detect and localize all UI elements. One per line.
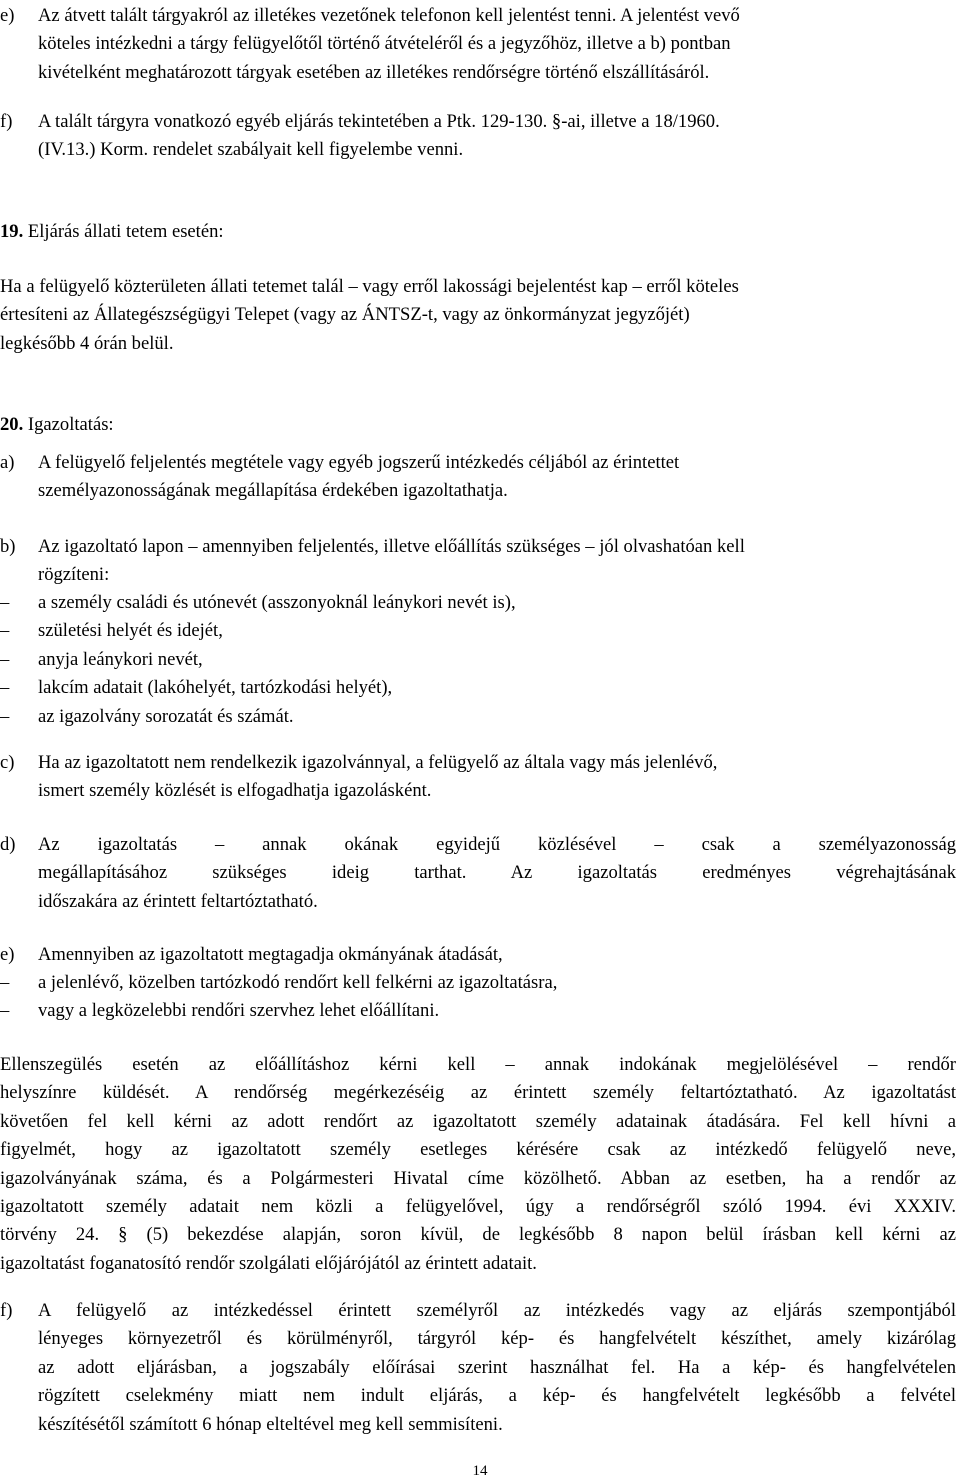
section-20-heading bbox=[0, 411, 956, 439]
text-line: figyelmét, hogy az igazoltatott személy esetleges kérésére csak az intézkedő felügyelő neve, bbox=[0, 1139, 956, 1161]
item-label: f) bbox=[0, 111, 13, 132]
text-line: köteles intézkedni a tárgy felügyelőtől történő átvételéről és a jegyzőhöz, illetve a b) pontban bbox=[38, 33, 731, 55]
page-number: 14 bbox=[472, 1463, 488, 1479]
item-label: a) bbox=[0, 452, 15, 473]
text-line: lényeges környezetről és körülményről, tárgyról kép- és hangfelvételt készíthet, amely kizárólag bbox=[38, 1328, 956, 1350]
list-item: – vagy a legközelebbi rendőri szervhez lehet előállítani. bbox=[0, 997, 956, 1025]
text-line: A felügyelő az intézkedéssel érintett személyről az intézkedés vagy az eljárás szempontjából bbox=[38, 1300, 956, 1321]
text-line: az adott eljárásban, a jogszabály előírásai szerint használhat fel. Ha a kép- és hangfelvételen bbox=[38, 1356, 956, 1378]
text-line: megállapításához szükséges ideig tarthat. Az igazoltatás eredményes végrehajtásának bbox=[38, 862, 956, 884]
text-line: igazolványának száma, és a Polgármesteri Hivatal címe közölhető. Abban az esetben, ha a rendőr az bbox=[0, 1167, 956, 1189]
text-line: igazoltatást foganatosító rendőr szolgálati előjárójától az érintett adatait. bbox=[0, 1252, 537, 1274]
text-line: A talált tárgyra vonatkozó egyéb eljárás tekintetében a Ptk. 129-130. §-ai, illetve a 18/1960. bbox=[38, 111, 720, 132]
paragraph-f-ptk bbox=[0, 108, 956, 165]
text-line: Az igazoltató lapon – amennyiben feljelentés, illetve előállítás szükséges – jól olvashatóan kell bbox=[38, 536, 745, 557]
text-line: helyszínre küldését. A rendőrség megérkezéséig az érintett személy feltartóztatható. Az igazoltatást bbox=[0, 1082, 956, 1104]
text-line: időszakára az érintett feltartóztatható. bbox=[38, 890, 318, 912]
dash-bullet: – bbox=[0, 648, 10, 670]
paragraph-20-a bbox=[0, 449, 956, 506]
text-line: Amennyiben az igazoltatott megtagadja okmányának átadását, bbox=[38, 944, 503, 965]
text-line: törvény 24. § (5) bekezdése alapján, soron kívül, de legkésőbb 8 napon belül írásban kell kérni az bbox=[0, 1224, 956, 1246]
text-line: értesíteni az Állategészségügyi Telepet (vagy az ÁNTSZ-t, vagy az önkormányzat jegyzőjét) bbox=[0, 304, 690, 326]
text-line: készítésétől számított 6 hónap elteltével meg kell semmisíteni. bbox=[38, 1413, 503, 1435]
section-number: 20. bbox=[0, 414, 24, 435]
text-line: (IV.13.) Korm. rendelet szabályait kell figyelembe venni. bbox=[38, 139, 464, 161]
text-line: rögzíteni: bbox=[38, 564, 110, 586]
item-label: c) bbox=[0, 752, 15, 773]
text-line: kivételként meghatározott tárgyak esetében az illetékes rendőrségre történő elszállításáról. bbox=[38, 61, 710, 83]
item-label: f) bbox=[0, 1300, 13, 1321]
paragraph-20-d bbox=[0, 831, 956, 916]
section-title: Eljárás állati tetem esetén: bbox=[27, 221, 224, 242]
list-item: – a jelenlévő, közelben tartózkodó rendőrt kell felkérni az igazoltatásra, bbox=[0, 969, 956, 997]
list-item: – lakcím adatait (lakóhelyét, tartózkodási helyét), bbox=[0, 674, 956, 702]
section-number: 19. bbox=[0, 221, 24, 242]
paragraph-20-c bbox=[0, 749, 956, 806]
text-line: Az átvett talált tárgyakról az illetékes vezetőnek telefonon kell jelentést tenni. A jelentést vevő bbox=[38, 5, 740, 26]
text-line: ismert személy közlését is elfogadhatja igazolásként. bbox=[38, 780, 432, 802]
section-title: Igazoltatás: bbox=[27, 414, 114, 435]
paragraph-e-talalt-targyak bbox=[0, 2, 956, 87]
item-label: b) bbox=[0, 536, 16, 557]
list-item: – anyja leánykori nevét, bbox=[0, 646, 956, 674]
paragraph-20-e-list bbox=[0, 969, 956, 1026]
dash-bullet: – bbox=[0, 1000, 10, 1022]
paragraph-20-b-list bbox=[0, 589, 956, 731]
list-item: – születési helyét és idejét, bbox=[0, 617, 956, 645]
text-line: rögzített cselekmény miatt nem indult eljárás, a kép- és hangfelvételt legkésőbb a felvétel bbox=[38, 1385, 956, 1407]
paragraph-20-f bbox=[0, 1297, 956, 1439]
dash-bullet: – bbox=[0, 620, 10, 642]
text-line: személyazonosságának megállapítása érdekében igazoltathatja. bbox=[38, 480, 508, 502]
paragraph-20-e bbox=[0, 941, 956, 969]
list-item: – az igazolvány sorozatát és számát. bbox=[0, 703, 956, 731]
dash-bullet: – bbox=[0, 592, 10, 613]
list-item: – a személy családi és utónevét (asszonyoknál leánykori nevét is), bbox=[0, 589, 956, 617]
dash-bullet: – bbox=[0, 677, 10, 699]
dash-bullet: – bbox=[0, 972, 10, 993]
text-line: Az igazoltatás – annak okának egyidejű közlésével – csak a személyazonosság bbox=[38, 834, 956, 855]
paragraph-20-b bbox=[0, 533, 956, 590]
text-line: Ha a felügyelő közterületen állati tetemet talál – vagy erről lakossági bejelentést kap – erről köteles bbox=[0, 276, 739, 297]
section-19-heading bbox=[0, 218, 956, 246]
item-label: e) bbox=[0, 5, 15, 26]
text-line: igazoltatott személy adatait nem közli a felügyelővel, úgy a rendőrségről szóló 1994. évi XXXIV. bbox=[0, 1196, 956, 1218]
text-line: A felügyelő feljelentés megtétele vagy egyéb jogszerű intézkedés céljából az érintettet bbox=[38, 452, 680, 473]
section-19-body bbox=[0, 273, 956, 358]
text-line: legkésőbb 4 órán belül. bbox=[0, 332, 174, 354]
item-label: e) bbox=[0, 944, 15, 965]
paragraph-resistance bbox=[0, 1051, 956, 1278]
text-line: Ellenszegülés esetén az előállításhoz kérni kell – annak indokának megjelölésével – rendőr bbox=[0, 1054, 956, 1075]
text-line: követően fel kell kérni az adott rendőrt az igazoltatott személy adatainak átadására. Fel kell hívni a bbox=[0, 1110, 956, 1132]
dash-bullet: – bbox=[0, 705, 10, 727]
text-line: Ha az igazoltatott nem rendelkezik igazolvánnyal, a felügyelő az általa vagy más jelenlévő, bbox=[38, 752, 718, 773]
item-label: d) bbox=[0, 834, 16, 855]
